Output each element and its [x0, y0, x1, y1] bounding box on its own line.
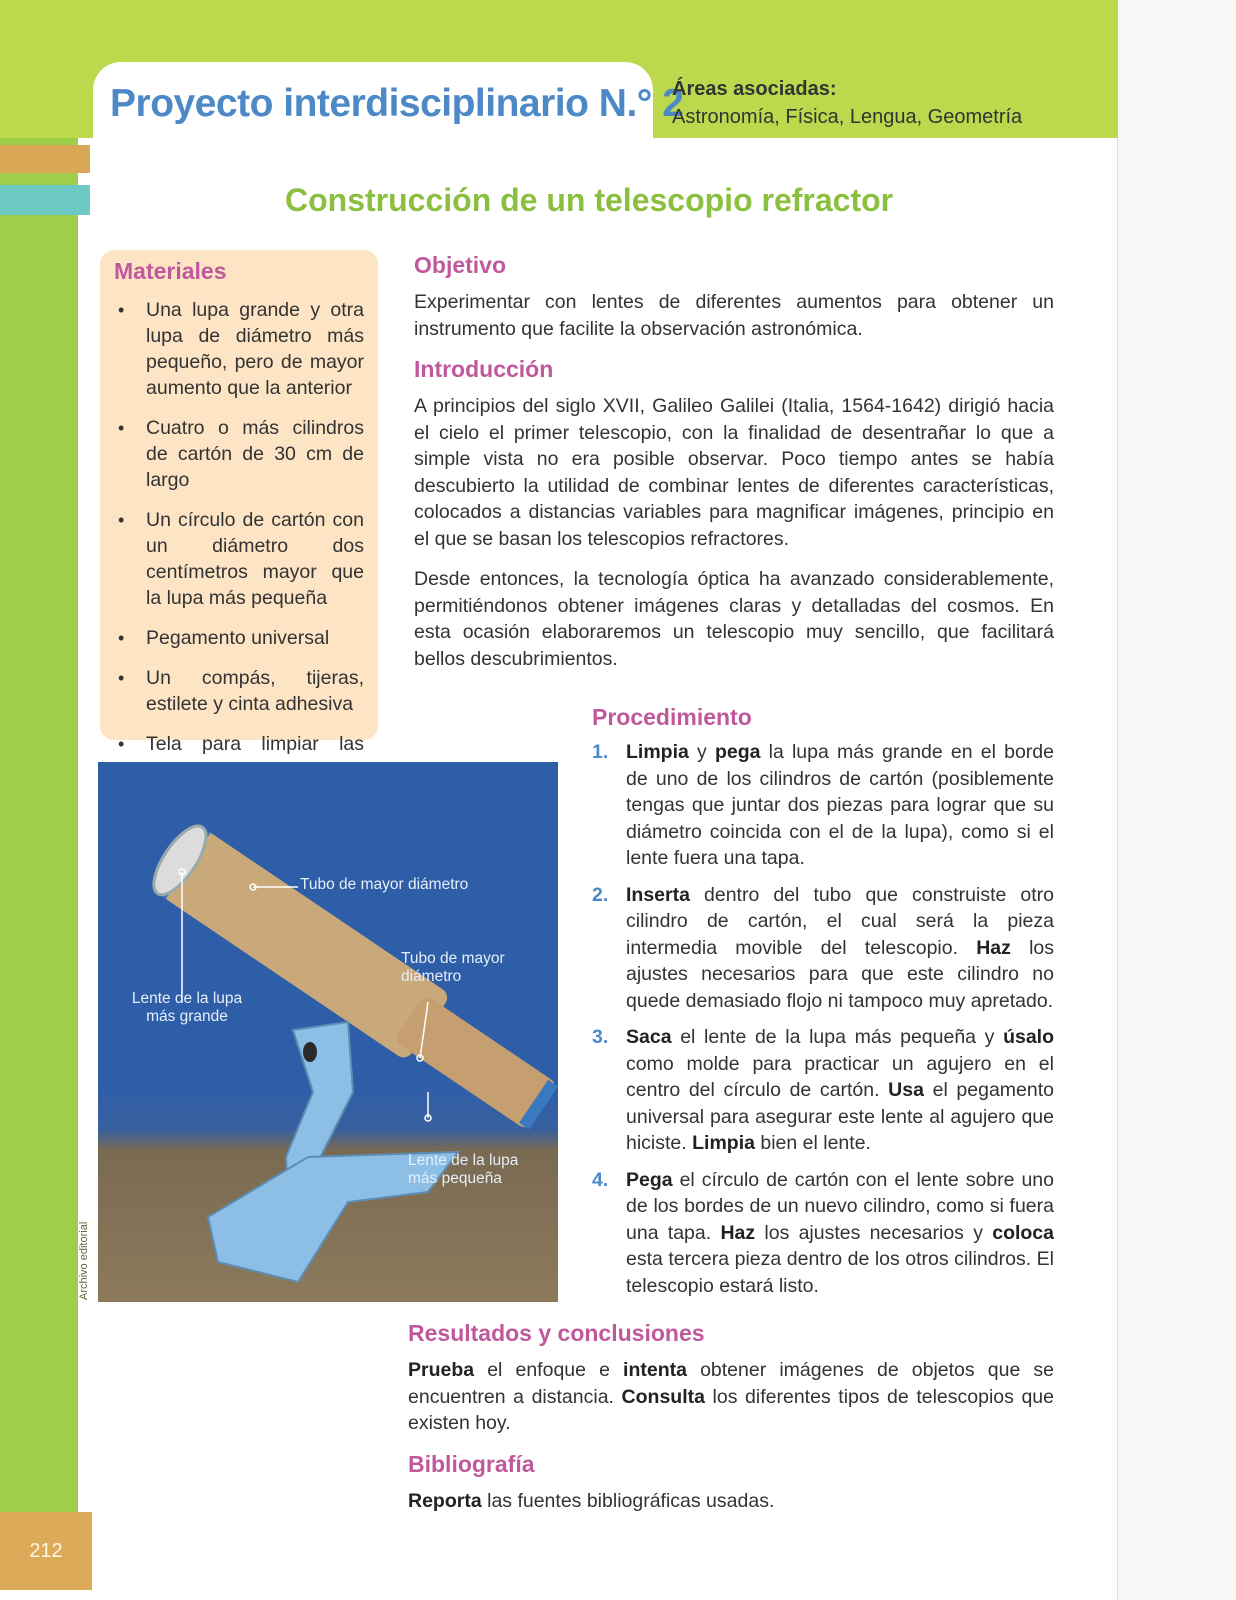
page-edge-line — [1117, 0, 1118, 1600]
materials-item: • Un compás, tijeras, estilete y cinta adhesiva — [114, 665, 364, 717]
step-text: Saca el lente de la lupa más pequeña y úsalo como molde para practicar un agujero en el centro del círculo de cartón. Usa el pegamento universal para asegurar este lente al agujero que hiciste. Limpia bien el lente. — [626, 1026, 1054, 1154]
bibliography-text: Reporta las fuentes bibliográficas usadas. — [408, 1489, 775, 1512]
objective-heading: Objetivo — [414, 252, 507, 278]
label-large-lens: Lente de la lupa más grande — [131, 990, 243, 1025]
materials-item: • Pegamento universal — [114, 625, 364, 651]
procedure-heading: Procedimiento — [592, 704, 752, 730]
label-large-tube: Tubo de mayor diámetro — [300, 876, 469, 893]
step-number: 3. — [592, 1026, 609, 1048]
photo-credit: Archivo editorial — [78, 1221, 90, 1300]
side-band — [0, 138, 78, 1528]
procedure-steps — [592, 739, 1054, 1299]
side-tab-orange — [0, 145, 90, 173]
materials-box — [100, 250, 378, 755]
label-small-lens: Lente de la lupa más pequeña — [408, 1152, 519, 1187]
results-text: Prueba el enfoque e intenta obtener imágenes de objetos que se encuentren a distancia. Consulta los diferentes tipos de telescopios que existen hoy. — [408, 1359, 1054, 1434]
main-title: Construcción de un telescopio refractor — [285, 182, 894, 218]
page-edge — [1118, 0, 1236, 1600]
procedure-section — [592, 704, 1054, 1309]
side-tab-teal — [0, 185, 90, 215]
areas-label: Áreas asociadas: — [672, 78, 837, 100]
introduction-heading: Introducción — [414, 356, 554, 382]
materials-item: • Un círculo de cartón con un diámetro dos centímetros mayor que la lupa más pequeña — [114, 507, 364, 611]
bibliography-heading: Bibliografía — [408, 1450, 535, 1477]
procedure-step — [592, 1167, 1054, 1300]
introduction-paragraph: Desde entonces, la tecnología óptica ha avanzado considerablemente, permitiéndonos obtener imágenes claras y detalladas del cosmos. En esta ocasión elaboraremos un telescopio muy sencillo, que facilitará bellos descubrimientos. — [414, 568, 1054, 670]
procedure-step — [592, 739, 1054, 872]
objective-text: Experimentar con lentes de diferentes aumentos para obtener un instrumento que facilite la observación astronómica. — [414, 291, 1054, 340]
label-mid-tube: Tubo de mayor diámetro — [401, 950, 505, 985]
procedure-step — [592, 882, 1054, 1015]
areas-list: Astronomía, Física, Lengua, Geometría — [672, 106, 1023, 128]
step-number: 4. — [592, 1168, 609, 1191]
step-text: Inserta dentro del tubo que construiste otro cilindro de cartón, el cual será la pieza intermedia movible del telescopio. Haz los ajustes necesarios para que este cilindro no quede demasiado flojo ni tampoco muy apretado. — [626, 883, 1054, 1012]
project-title: Proyecto interdisciplinario N.° 2 — [110, 82, 684, 125]
telescope-photo — [98, 762, 558, 1302]
telescope-illustration — [98, 762, 558, 1302]
materials-item: • Tela para limpiar las — [114, 731, 364, 783]
materials-item: • Cuatro o más cilindros de cartón de 30 cm de largo — [114, 415, 364, 493]
procedure-step — [592, 1024, 1054, 1157]
step-text: Pega el círculo de cartón con el lente sobre uno de los bordes de un nuevo cilindro, como si fuera una tapa. Haz los ajustes necesarios y coloca esta tercera pieza dentro de los otros cilindros. El telescopio estará listo. — [626, 1168, 1054, 1297]
results-section — [408, 1320, 1054, 1528]
step-text: Limpia y pega la lupa más grande en el borde de uno de los cilindros de cartón (posiblemente tengas que juntar dos piezas para lograr que su diámetro coincida con el de la lupa), como si el lente fuera una tapa. — [626, 741, 1054, 869]
materials-item: • Una lupa grande y otra lupa de diámetro más pequeño, pero de mayor aumento que la anterior — [114, 297, 364, 401]
materials-list — [114, 297, 364, 783]
step-number: 1. — [592, 741, 609, 763]
results-heading: Resultados y conclusiones — [408, 1320, 705, 1346]
page-number: 212 — [0, 1512, 92, 1590]
step-number: 2. — [592, 883, 609, 906]
introduction-paragraph: A principios del siglo XVII, Galileo Galilei (Italia, 1564-1642) dirigió hacia el cielo el primer telescopio, con la finalidad de desentrañar lo que a simple vista no era posible observar. Poco tiempo antes se había descubierto la utilidad de combinar lentes de diferentes características, colocados a distancias variables para magnificar imágenes, principio en el que se basan los telescopios refractores. — [414, 395, 1054, 550]
materials-heading: Materiales — [114, 258, 227, 284]
right-column — [414, 252, 1054, 686]
